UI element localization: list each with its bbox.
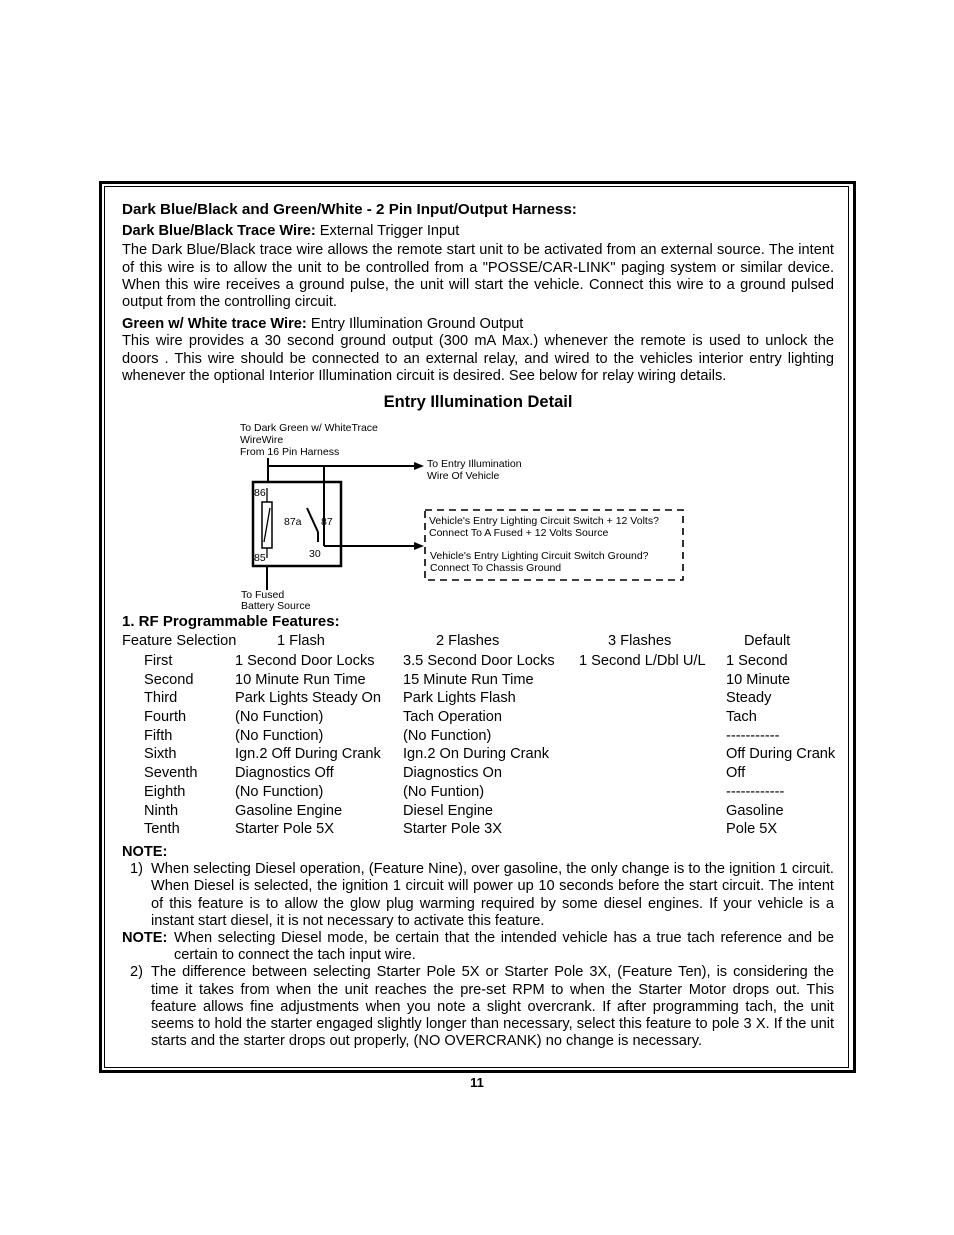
blue-wire-description: The Dark Blue/Black trace wire allows the remote start unit to be activated from an external source. The intent of this wire is to allow the unit to be controlled from a "POSSE/CAR-LINK" paging system or similar device. When this wire receives a ground pulse, the unit will start the vehicle. Connect this wire to a ground pulsed output from the controlling circuit. — [122, 242, 834, 311]
table-cell: 1 Second — [726, 653, 788, 669]
table-cell: (No Function) — [235, 783, 324, 800]
table-row — [122, 709, 834, 728]
table-cell: 10 Minute — [726, 671, 791, 688]
table-cell: Park Lights Steady On — [235, 690, 382, 707]
col-header-2-flashes: 2 Flashes — [436, 633, 500, 649]
col-header-3-flashes: 3 Flashes — [608, 633, 672, 649]
arrow-entry — [414, 462, 424, 470]
table-row — [122, 653, 834, 672]
note-label: NOTE: — [122, 844, 168, 860]
box-line-3: Vehicle's Entry Lighting Circuit Switch Ground? — [430, 550, 649, 562]
table-cell: 1 Second L/Dbl U/L — [579, 653, 706, 669]
table-cell: First — [144, 653, 173, 669]
label-entry-2: Wire Of Vehicle — [427, 470, 500, 482]
note-item-1 — [122, 861, 834, 930]
notes-section — [122, 844, 834, 1050]
arrow-circuit — [414, 542, 424, 550]
harness-section — [122, 201, 834, 411]
label-entry-1: To Entry Illumination — [427, 458, 522, 470]
table-cell: (No Funtion) — [403, 783, 485, 800]
table-header — [122, 633, 834, 653]
relay-wiring-diagram — [238, 418, 688, 613]
table-cell: Ign.2 On During Crank — [403, 746, 550, 763]
green-wire-description: This wire provides a 30 second ground output (300 mA Max.) whenever the remote is used to unlock the doors . This wire should be connected to an external relay, and wired to the vehicles interior entry lighting whenever the optional Interior Illumination circuit is desired. See below for relay wiring details. — [122, 333, 834, 384]
table-cell: Third — [144, 690, 178, 707]
table-row — [122, 803, 834, 822]
table-cell: Ninth — [144, 802, 179, 819]
table-row — [122, 821, 834, 840]
table-cell: (No Function) — [403, 727, 492, 744]
table-cell: Park Lights Flash — [403, 690, 516, 707]
green-wire-function: Entry Illumination Ground Output — [306, 316, 524, 333]
note-diesel-text: When selecting Diesel mode, be certain that the intended vehicle has a true tach reference and be certain to connect the tach input wire. — [174, 930, 834, 964]
col-header-default: Default — [744, 633, 791, 649]
table-cell: Second — [144, 671, 194, 688]
box-line-4: Connect To Chassis Ground — [430, 562, 562, 574]
table-row — [122, 746, 834, 765]
box-line-1: Vehicle's Entry Lighting Circuit Switch + 12 Volts? — [429, 515, 659, 527]
table-cell: Fifth — [144, 727, 173, 744]
coil-slash — [264, 508, 270, 542]
note-diesel — [122, 930, 834, 964]
table-cell: Pole 5X — [726, 821, 778, 838]
section-title: Dark Blue/Black and Green/White - 2 Pin Input/Output Harness: — [122, 201, 577, 218]
table-cell: Fourth — [144, 709, 187, 726]
table-body — [122, 653, 834, 840]
table-row — [122, 690, 834, 709]
pin-87: 87 — [321, 516, 333, 528]
table-cell: 10 Minute Run Time — [235, 671, 366, 688]
table-cell: Tach Operation — [403, 709, 502, 726]
table-cell: 1 Second Door Locks — [235, 653, 375, 669]
pin-85: 85 — [254, 552, 266, 564]
rf-features-table — [122, 633, 834, 840]
table-cell: Sixth — [144, 746, 177, 763]
label-top-2: WireWire — [240, 434, 284, 446]
label-top-3: From 16 Pin Harness — [240, 446, 340, 458]
table-cell: ------------ — [726, 783, 785, 800]
table-cell: Starter Pole 3X — [403, 821, 502, 838]
box-line-2: Connect To A Fused + 12 Volts Source — [429, 527, 609, 539]
table-cell: Diagnostics On — [403, 765, 502, 782]
table-row — [122, 728, 834, 747]
diagram-title: Entry Illumination Detail — [383, 393, 573, 411]
green-wire-heading — [122, 316, 834, 333]
pin-86: 86 — [254, 487, 266, 499]
label-bottom-1: To Fused — [241, 589, 285, 601]
table-cell: Gasoline — [726, 802, 784, 819]
green-wire-label: Green w/ White trace Wire: — [122, 316, 307, 333]
note-item-1-number: 1) — [130, 861, 143, 878]
table-cell: Gasoline Engine — [235, 802, 343, 819]
relay-switch-arm — [307, 508, 318, 532]
note-item-2-text: The difference between selecting Starter Pole 5X or Starter Pole 3X, (Feature Ten), is considering the time it takes from when the unit reaches the pre-set RPM to when the Starter Motor drops out. This feature allows fine adjustments when you note a slight overcrank. If after programming tach, the unit seems to hold the starter engaged slightly longer than necessary, select this feature to pole 3 X. If the unit starts and the starter drops out properly, (NO OVERCRANK) no change is necessary. — [151, 964, 834, 1050]
table-row — [122, 784, 834, 803]
table-cell: Tenth — [144, 821, 180, 838]
table-cell: Eighth — [144, 783, 186, 800]
table-cell: Starter Pole 5X — [235, 821, 334, 838]
table-cell: (No Function) — [235, 709, 324, 726]
label-bottom-2: Battery Source — [241, 600, 311, 612]
table-cell: Diagnostics Off — [235, 765, 334, 782]
table-cell: Diesel Engine — [403, 802, 494, 819]
pin-30: 30 — [309, 548, 321, 560]
blue-wire-function: External Trigger Input — [315, 223, 460, 240]
table-row — [122, 765, 834, 784]
pin-87a: 87a — [284, 516, 302, 528]
note-item-1-text: When selecting Diesel operation, (Feature Nine), over gasoline, the only change is to the ignition 1 circuit. When Diesel is selected, the ignition 1 circuit will power up 10 seconds before the start circuit. The intent of this feature is to allow the glow plug warming required by some diesel engines. If your vehicle is a instant start diesel, it is not necessary to activate this feature. — [151, 861, 834, 929]
table-cell: 15 Minute Run Time — [403, 671, 534, 688]
table-cell: Steady — [726, 690, 772, 707]
blue-wire-heading — [122, 223, 834, 240]
table-cell: Seventh — [144, 765, 198, 782]
page-number: 11 — [470, 1075, 484, 1090]
table-cell: Off — [726, 765, 746, 782]
blue-wire-label: Dark Blue/Black Trace Wire: — [122, 223, 316, 240]
label-top-1: To Dark Green w/ WhiteTrace — [240, 422, 378, 434]
table-cell: Tach — [726, 709, 757, 726]
table-cell: Off During Crank — [726, 746, 836, 763]
note-diesel-label: NOTE: — [122, 930, 168, 947]
table-cell: 3.5 Second Door Locks — [403, 653, 555, 669]
table-row — [122, 672, 834, 691]
note-item-2 — [122, 964, 834, 1050]
table-cell: (No Function) — [235, 727, 324, 744]
table-cell: ----------- — [726, 727, 780, 744]
note-item-2-number: 2) — [130, 964, 143, 981]
col-header-feature: Feature Selection — [122, 633, 237, 649]
table-cell: Ign.2 Off During Crank — [235, 746, 381, 763]
col-header-1-flash: 1 Flash — [277, 633, 325, 649]
rf-features-title: 1. RF Programmable Features: — [122, 613, 340, 630]
